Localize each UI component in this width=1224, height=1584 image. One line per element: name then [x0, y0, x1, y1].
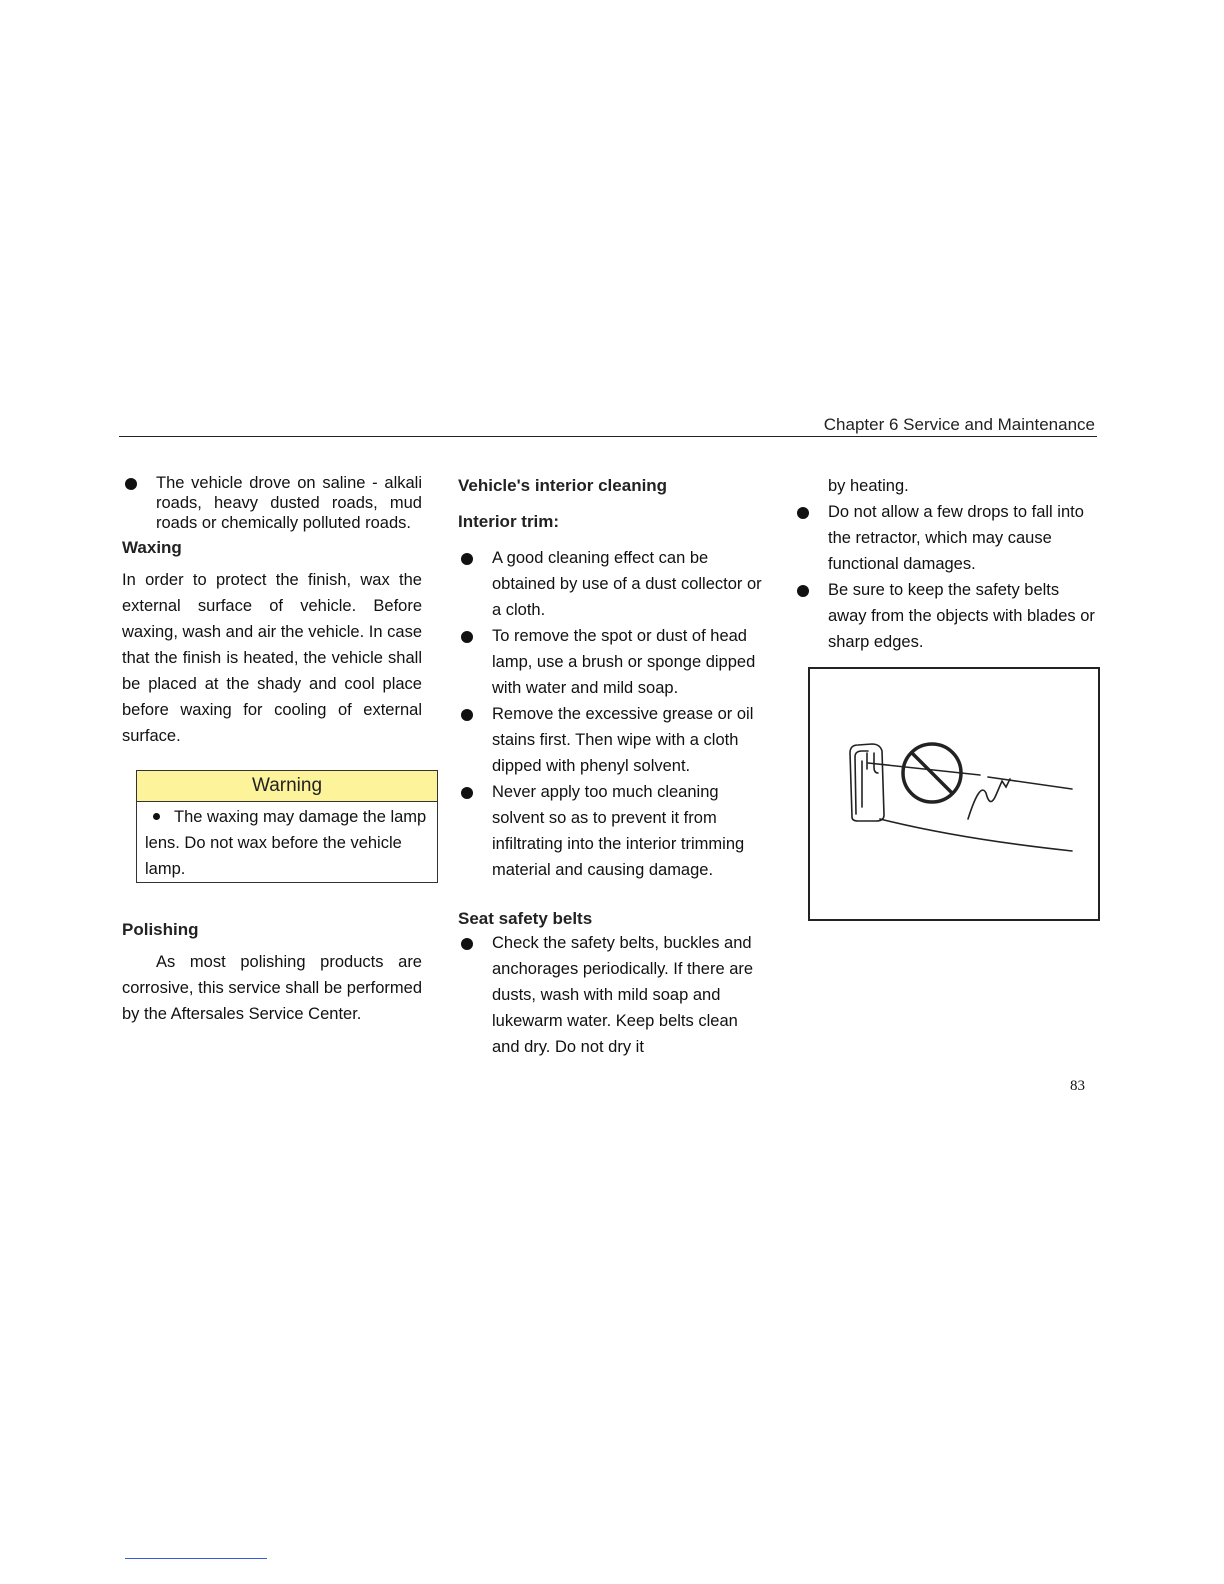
chapter-header	[119, 414, 1097, 437]
polishing-section	[122, 917, 422, 1027]
interior-cleaning-heading: Vehicle's interior cleaning	[458, 476, 668, 495]
bullet-dot-icon	[797, 585, 809, 597]
interior-trim-heading: Interior trim:	[458, 512, 560, 531]
waxing-paragraph: In order to protect the finish, wax the external surface of vehicle. Before waxing, wash and air the vehicle. In case that the finish is heated, the vehicle shall be placed at the shady and cool place before waxing for cooling of external surface.	[122, 571, 422, 745]
bullet-dot-icon	[461, 553, 473, 565]
bullet-dot-icon	[461, 709, 473, 721]
bullet-dot-icon	[797, 507, 809, 519]
belt-lower-edge	[880, 819, 1072, 851]
trim-bullet: Never apply too much cleaning solvent so as to prevent it from infiltrating into the interior trimming material and causing damage.	[458, 779, 762, 883]
middle-column	[458, 473, 762, 883]
continuation-text: by heating.	[828, 477, 909, 495]
bullet-dot-icon	[461, 938, 473, 950]
seat-belt-prohibition-drawing	[810, 669, 1098, 919]
footer-link-underline	[125, 1558, 267, 1559]
right-column	[794, 473, 1096, 655]
left-column	[122, 473, 422, 749]
warning-box	[136, 770, 438, 883]
blade-edge-icon	[968, 779, 1010, 819]
seat-belts-heading: Seat safety belts	[458, 909, 593, 928]
bullet-dot-icon	[461, 787, 473, 799]
intro-bullet: The vehicle drove on saline - alkali roads, heavy dusted roads, mud roads or chemically polluted roads.	[122, 473, 422, 533]
seat-belt-illustration	[808, 667, 1100, 921]
bullet-dot-icon	[125, 478, 137, 490]
right-bullet: Do not allow a few drops to fall into the retractor, which may cause functional damages.	[794, 499, 1096, 577]
page-number: 83	[1070, 1078, 1085, 1094]
polishing-heading: Polishing	[122, 920, 199, 939]
trim-bullet: A good cleaning effect can be obtained by use of a dust collector or a cloth.	[458, 545, 762, 623]
polishing-paragraph: As most polishing products are corrosive, this service shall be performed by the Aftersales Service Center.	[122, 953, 422, 1023]
warning-title: Warning	[137, 771, 437, 802]
warning-text: The waxing may damage the lamp lens. Do not wax before the vehicle lamp.	[145, 808, 427, 878]
trim-bullet: Remove the excessive grease or oil stains first. Then wipe with a cloth dipped with phenyl solvent.	[458, 701, 762, 779]
waxing-heading: Waxing	[122, 538, 182, 557]
chapter-title: Chapter 6 Service and Maintenance	[823, 415, 1095, 434]
warning-bullet-icon	[153, 813, 160, 820]
trim-bullet: To remove the spot or dust of head lamp, use a brush or sponge dipped with water and mild soap.	[458, 623, 762, 701]
belts-bullet: Check the safety belts, buckles and anchorages periodically. If there are dusts, wash with mild soap and lukewarm water. Keep belts clean and dry. Do not dry it	[458, 930, 762, 1060]
seat-belts-section	[458, 908, 762, 1060]
bullet-dot-icon	[461, 631, 473, 643]
warning-body	[137, 802, 437, 882]
right-bullet: Be sure to keep the safety belts away from the objects with blades or sharp edges.	[794, 577, 1096, 655]
